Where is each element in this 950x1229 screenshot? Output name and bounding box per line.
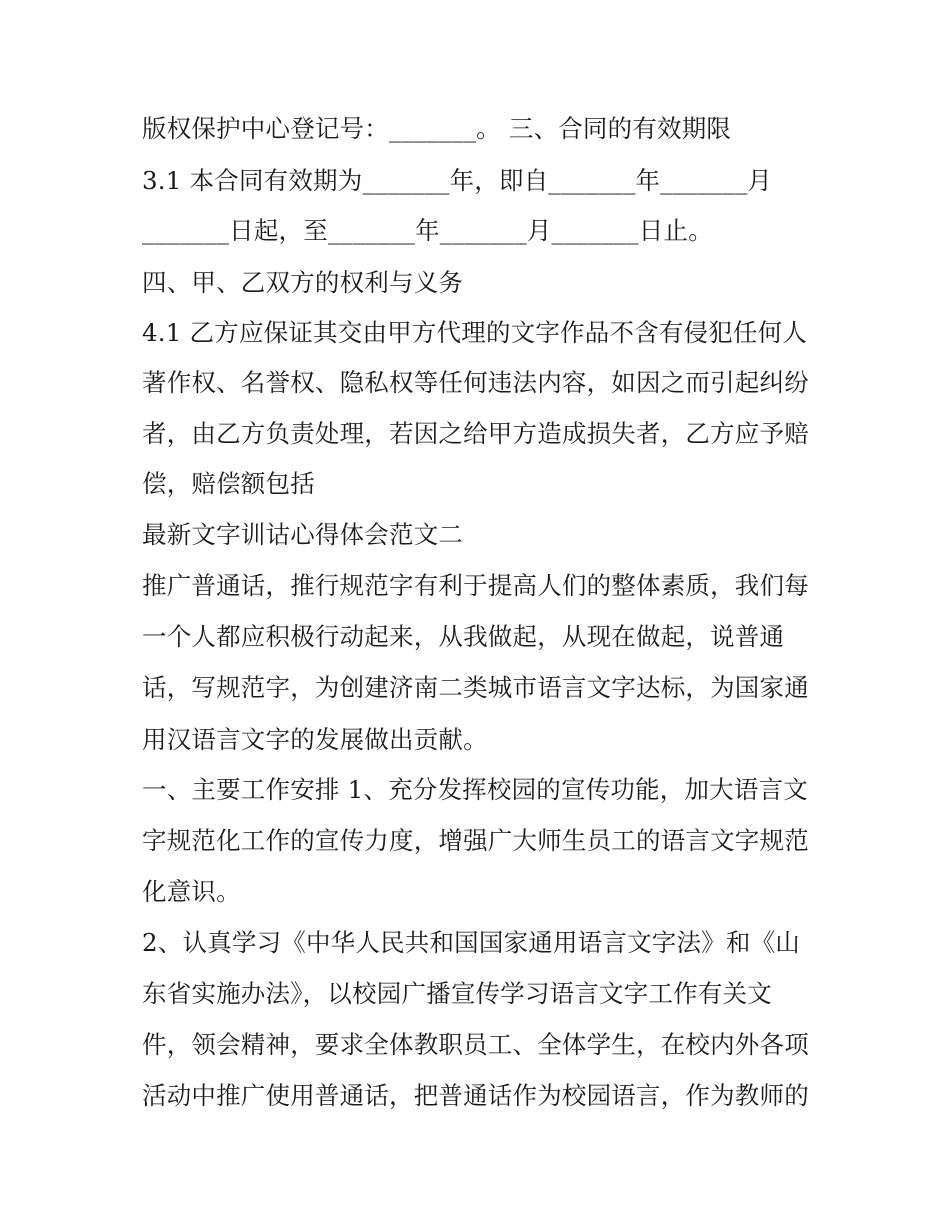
text-line: 推广普通话，推行规范字有利于提高人们的整体素质，我们每 (142, 571, 809, 600)
text-line: 话，写规范字，为创建济南二类城市语言文字达标，为国家通 (142, 673, 809, 702)
text-line: 化意识。 (142, 877, 241, 906)
text-line: 2、认真学习《中华人民共和国国家通用语言文字法》和《山 (142, 928, 800, 957)
text-line: _______日起，至_______年_______月_______日止。 (142, 216, 713, 245)
text-line: 3.1 本合同有效期为_______年，即自_______年_______月 (142, 166, 773, 195)
text-line: 偿，赔偿额包括 (142, 469, 315, 498)
text-line: 版权保护中心登记号：_______。 三、合同的有效期限 (142, 114, 732, 143)
text-line: 件，领会精神，要求全体教职员工、全体学生，在校内外各项 (142, 1030, 809, 1059)
text-line: 著作权、名誉权、隐私权等任何违法内容，如因之而引起纠纷 (142, 368, 809, 397)
text-line: 4.1 乙方应保证其交由甲方代理的文字作品不含有侵犯任何人 (142, 318, 808, 347)
text-line: 用汉语言文字的发展做出贡献。 (142, 725, 488, 754)
text-line: 活动中推广使用普通话，把普通话作为校园语言，作为教师的 (142, 1081, 809, 1110)
text-line: 东省实施办法》，以校园广播宣传学习语言文字工作有关文 (142, 979, 772, 1008)
text-line: 者，由乙方负责处理，若因之给甲方造成损失者，乙方应予赔 (142, 419, 809, 448)
text-line: 一个人都应积极行动起来，从我做起，从现在做起，说普通 (142, 622, 785, 651)
text-line: 字规范化工作的宣传力度，增强广大师生员工的语言文字规范 (142, 826, 809, 855)
text-line: 一、主要工作安排 1、充分发挥校园的宣传功能，加大语言文 (142, 775, 808, 804)
document-subtitle: 最新文字训诂心得体会范文二 (142, 520, 464, 549)
section-heading: 四、甲、乙双方的权利与义务 (142, 268, 464, 297)
